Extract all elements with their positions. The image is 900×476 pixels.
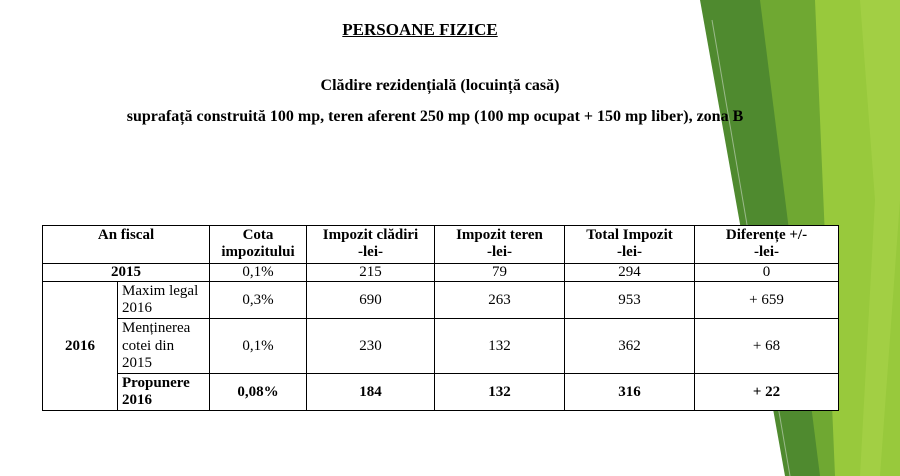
table-row-propunere [43, 374, 839, 411]
total-impozit-cell: 362 [565, 319, 695, 374]
total-impozit-cell: 294 [565, 264, 695, 282]
header-diferente: Diferențe +/- -lei- [695, 226, 839, 264]
diferenta-cell: + 22 [695, 374, 839, 411]
year-cell: 2016 [43, 282, 118, 411]
header-impozit-teren: Impozit teren -lei- [435, 226, 565, 264]
building-subtitle: Clădire rezidențială (locuință casă) [320, 77, 560, 94]
impozit-teren-cell: 263 [435, 282, 565, 319]
diferenta-cell: 0 [695, 264, 839, 282]
impozit-cladiri-cell: 230 [307, 319, 435, 374]
tax-table [42, 225, 839, 411]
impozit-cladiri-cell: 184 [307, 374, 435, 411]
total-impozit-cell: 316 [565, 374, 695, 411]
cota-cell: 0,08% [210, 374, 307, 411]
table-row-maxim-legal [43, 282, 839, 319]
scenario-label: Propunere 2016 [118, 374, 210, 411]
header-total-impozit: Total Impozit -lei- [565, 226, 695, 264]
impozit-cladiri-cell: 690 [307, 282, 435, 319]
page-title: PERSOANE FIZICE [342, 20, 498, 39]
header-cota: Cota impozitului [210, 226, 307, 264]
scenario-label: Maxim legal 2016 [118, 282, 210, 319]
table-row-2015 [43, 264, 839, 282]
building-details-subtitle: suprafață construită 100 mp, teren aferent 250 mp (100 mp ocupat + 150 mp liber), zona B [126, 108, 744, 125]
cota-cell: 0,3% [210, 282, 307, 319]
header-an-fiscal: An fiscal [43, 226, 210, 264]
impozit-teren-cell: 132 [435, 374, 565, 411]
scenario-label: Menținerea cotei din 2015 [118, 319, 210, 374]
table-header-row [43, 226, 839, 264]
diferenta-cell: + 68 [695, 319, 839, 374]
impozit-teren-cell: 132 [435, 319, 565, 374]
year-cell: 2015 [43, 264, 210, 282]
diferenta-cell: + 659 [695, 282, 839, 319]
cota-cell: 0,1% [210, 264, 307, 282]
total-impozit-cell: 953 [565, 282, 695, 319]
cota-cell: 0,1% [210, 319, 307, 374]
header-impozit-cladiri: Impozit clădiri -lei- [307, 226, 435, 264]
impozit-cladiri-cell: 215 [307, 264, 435, 282]
table-row-mentinerea-cotei [43, 319, 839, 374]
impozit-teren-cell: 79 [435, 264, 565, 282]
